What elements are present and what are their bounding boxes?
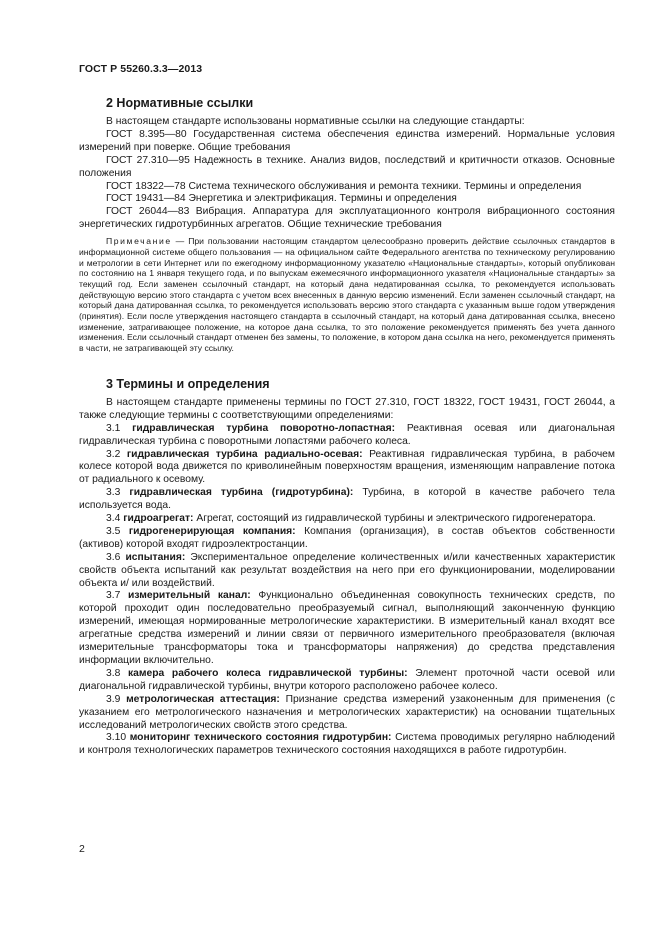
- term-text: Элемент проточной части осевой или диагональной гидравлической турбины, внутри которого расположено рабочее колесо.: [79, 667, 615, 692]
- term-text: Система проводимых регулярно наблюдений и контроля технологических параметров технического состояния находящихся в работе гидротурбин.: [79, 732, 615, 757]
- term-name: камера рабочего колеса гидравлической турбины:: [128, 667, 408, 679]
- section-2-note: [79, 236, 615, 354]
- normative-reference: ГОСТ 26044—83 Вибрация. Аппаратура для эксплуатационного контроля вибрационного состояния энергетических гидротурбинных агрегатов. Общие технические требования: [79, 206, 615, 231]
- normative-reference: ГОСТ 19431—84 Энергетика и электрификация. Термины и определения: [106, 193, 457, 205]
- term-number: 3.5: [106, 525, 121, 537]
- section-3-heading: 3 Термины и определения: [106, 376, 270, 391]
- term-definition: [79, 423, 615, 449]
- term-name: мониторинг технического состояния гидротурбин:: [129, 732, 392, 744]
- term-definition: [79, 513, 615, 526]
- term-text: Реактивная осевая или диагональная гидравлическая турбина с поворотными лопастями рабочего колеса.: [79, 422, 615, 447]
- term-name: гидравлическая турбина радиально-осевая:: [126, 448, 363, 460]
- terms-list: [79, 423, 615, 759]
- term-definition: [79, 694, 615, 733]
- section-3-intro: В настоящем стандарте применены термины по ГОСТ 27.310, ГОСТ 18322, ГОСТ 19431, ГОСТ 26044, а также следующие термины с соответствующими определениями:: [79, 396, 615, 421]
- term-definition: [79, 668, 615, 694]
- term-text: Функционально объединенная совокупность технических средств, по которой проходит один последовательно преобразуемый сигнал, выполняющий законченную функцию измерений, имеющая нормированные метрологические характеристики. В измерительный канал входят все агрегатные средства измерений и линии связи от первичного измерительного преобразователя (включая измерительные трансформаторы тока и трансформаторы напряжения) до средства представления информации включительно.: [79, 590, 615, 667]
- term-number: 3.6: [106, 551, 121, 563]
- document-id-header: ГОСТ Р 55260.3.3—2013: [79, 63, 203, 75]
- term-number: 3.3: [106, 487, 121, 499]
- term-definition: [79, 732, 615, 758]
- term-text: Признание средства измерений узаконенным для применения (с указанием его метрологического назначения и метрологических характеристик) на основании тщательных исследований метрологических свойств этого средства.: [79, 693, 615, 731]
- term-text: Экспериментальное определение количественных и/или качественных характеристик свойств объекта испытаний как результат воздействия на него при его функционировании, моделировании объекта и/ или воздействий.: [79, 551, 615, 589]
- normative-reference: ГОСТ 8.395—80 Государственная система обеспечения единства измерений. Нормальные условия измерений при поверке. Общие требования: [79, 128, 615, 153]
- normative-reference: ГОСТ 27.310—95 Надежность в технике. Анализ видов, последствий и критичности отказов. Основные положения: [79, 154, 615, 179]
- term-definition: [79, 449, 615, 488]
- normative-reference: ГОСТ 18322—78 Система технического обслуживания и ремонта техники. Термины и определения: [106, 180, 582, 192]
- term-text: Турбина, в которой в качестве рабочего тела используется вода.: [79, 487, 615, 512]
- term-number: 3.10: [106, 732, 127, 744]
- term-number: 3.2: [106, 448, 121, 460]
- term-definition: [79, 526, 615, 552]
- term-definition: [79, 487, 615, 513]
- term-text: Агрегат, состоящий из гидравлической турбины и электрического гидрогенератора.: [193, 513, 596, 525]
- term-name: метрологическая аттестация:: [126, 693, 280, 705]
- term-name: гидравлическая турбина поворотно-лопастная:: [132, 422, 396, 434]
- term-number: 3.8: [106, 667, 121, 679]
- term-text: Реактивная гидравлическая турбина, в рабочем колесе которой вода движется по криволинейным поверхностям вращения, изменяющим направление потока от радиального к осевому.: [79, 448, 615, 486]
- term-name: испытания:: [125, 551, 186, 563]
- term-name: гидроагрегат:: [123, 513, 194, 525]
- term-definition: [79, 552, 615, 591]
- term-number: 3.9: [106, 693, 121, 705]
- term-name: гидрогенерирующая компания:: [128, 525, 296, 537]
- term-name: гидравлическая турбина (гидротурбина):: [129, 487, 354, 499]
- section-2-intro: В настоящем стандарте использованы нормативные ссылки на следующие стандарты:: [106, 116, 525, 127]
- term-text: Компания (организация), в состав объектов собственности (активов) которой входят гидроэлектростанции.: [79, 525, 615, 550]
- section-2-heading: 2 Нормативные ссылки: [106, 96, 254, 110]
- page-number: 2: [79, 843, 85, 855]
- note-text: — При пользовании настоящим стандартом целесообразно проверить действие ссылочных стандартов в информационной системе общего пользования — на официальном сайте Федерального агентства по техническому регулированию и метрологии в сети Интернет или по ежегодному информационному указателю «Национальные стандарты», который опубликован по состоянию на 1 января текущего года, и по выпускам ежемесячного информационного указателя «Национальные стандарты» за текущий год. Если заменен ссылочный стандарт, на который дана недатированная ссылка, то рекомендуется использовать действующую версию этого стандарта с учетом всех внесенных в данную версию изменений. Если заменен ссылочный стандарт, на который дана датированная ссылка, то рекомендуется использовать версию этого стандарта с указанным выше годом утверждения (принятия). Если после утверждения настоящего стандарта в ссылочный стандарт, на который дана датированная ссылка, внесено изменение, затрагивающее положение, на которое дана ссылка, то это положение рекомендуется применять без учета данного изменения. Если ссылочный стандарт отменен без замены, то положение, в котором дана ссылка на него, рекомендуется применять в части, не затрагивающей эту ссылку.: [79, 236, 615, 354]
- term-definition: [79, 590, 615, 667]
- term-number: 3.1: [106, 422, 121, 434]
- term-number: 3.4: [106, 513, 121, 525]
- term-number: 3.7: [106, 590, 121, 602]
- page-content: [79, 93, 615, 758]
- note-label: Примечание: [106, 236, 172, 247]
- term-name: измерительный канал:: [128, 590, 251, 602]
